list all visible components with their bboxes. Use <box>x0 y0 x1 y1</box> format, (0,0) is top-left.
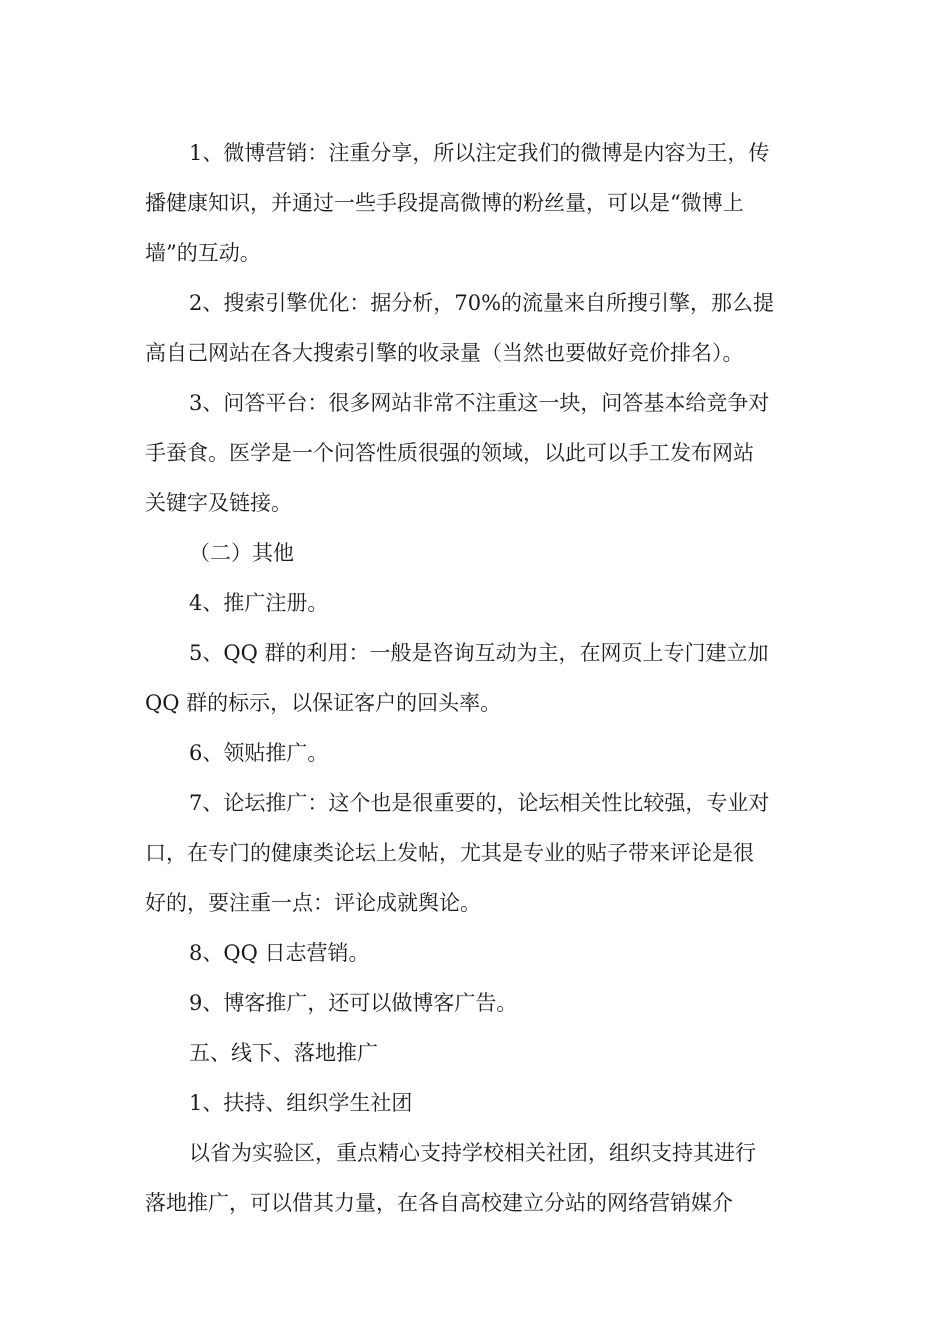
paragraph-line: 墙”的互动。 <box>145 241 261 265</box>
paragraph-line: 关键字及链接。 <box>145 491 292 515</box>
paragraph <box>145 628 810 728</box>
paragraph-line: 4、推广注册。 <box>189 591 329 615</box>
paragraph <box>145 578 810 628</box>
paragraph-line: （二）其他 <box>189 541 294 565</box>
paragraph <box>145 378 810 528</box>
paragraph-line: 好的，要注重一点：评论成就舆论。 <box>145 891 481 915</box>
paragraph <box>145 1128 810 1228</box>
paragraph-line: 3、问答平台：很多网站非常不注重这一块，问答基本给竞争对 <box>189 391 770 415</box>
paragraph-line: 5、QQ 群的利用：一般是咨询互动为主，在网页上专门建立加 <box>189 641 769 665</box>
paragraph <box>145 728 810 778</box>
paragraph-line: 8、QQ 日志营销。 <box>189 941 370 965</box>
paragraph-line: 1、扶持、组织学生社团 <box>189 1091 413 1115</box>
paragraph-line: 手蚕食。医学是一个问答性质很强的领域，以此可以手工发布网站 <box>145 441 754 465</box>
paragraph-line: 7、论坛推广：这个也是很重要的，论坛相关性比较强，专业对 <box>189 791 770 815</box>
paragraph <box>145 528 810 578</box>
paragraph-line: 落地推广，可以借其力量，在各自高校建立分站的网络营销媒介 <box>145 1191 733 1215</box>
paragraph-line: 2、搜索引擎优化：据分析，70%的流量来自所搜引擎，那么提 <box>189 291 775 315</box>
paragraph <box>145 128 810 278</box>
paragraph <box>145 978 810 1028</box>
paragraph-line: 1、微博营销：注重分享，所以注定我们的微博是内容为王，传 <box>189 141 770 165</box>
paragraph-line: 高自己网站在各大搜索引擎的收录量（当然也要做好竞价排名）。 <box>145 341 744 365</box>
paragraph-line: 9、博客推广，还可以做博客广告。 <box>189 991 518 1015</box>
paragraph <box>145 778 810 928</box>
paragraph-line: QQ 群的标示，以保证客户的回头率。 <box>145 691 502 715</box>
paragraph <box>145 1028 810 1078</box>
paragraph <box>145 928 810 978</box>
paragraph <box>145 278 810 378</box>
paragraph-line: 播健康知识，并通过一些手段提高微博的粉丝量，可以是“微博上 <box>145 191 744 215</box>
paragraph <box>145 1078 810 1128</box>
paragraph-line: 口，在专门的健康类论坛上发帖，尤其是专业的贴子带来评论是很 <box>145 841 754 865</box>
document-body <box>145 128 810 1228</box>
paragraph-line: 五、线下、落地推广 <box>189 1041 378 1065</box>
paragraph-line: 6、领贴推广。 <box>189 741 329 765</box>
paragraph-line: 以省为实验区，重点精心支持学校相关社团，组织支持其进行 <box>189 1141 756 1165</box>
